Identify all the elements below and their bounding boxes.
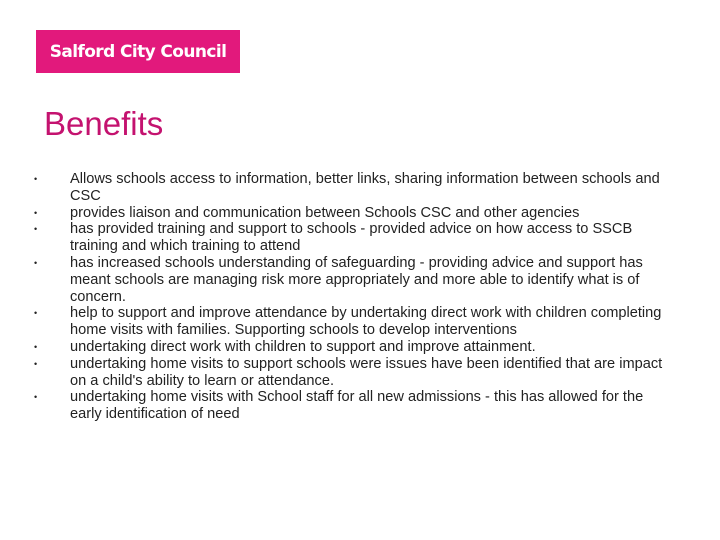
benefit-item bbox=[34, 255, 674, 305]
benefit-item bbox=[34, 389, 674, 423]
benefit-text: has increased schools understanding of safeguarding - providing advice and support has meant schools are managing risk more appropriately and more able to identify what is of concern. bbox=[70, 254, 643, 305]
bullet-icon: • bbox=[34, 174, 38, 184]
slide-title: Benefits bbox=[44, 105, 164, 142]
benefit-text: undertaking home visits with School staff for all new admissions - this has allowed for the early identification of need bbox=[70, 389, 644, 423]
benefit-item bbox=[34, 171, 674, 205]
bullet-icon: • bbox=[34, 207, 38, 218]
benefit-text: undertaking direct work with children to support and improve attainment. bbox=[70, 338, 536, 355]
benefit-item bbox=[34, 205, 674, 222]
benefit-text: Allows schools access to information, better links, sharing information between schools and CSC bbox=[70, 171, 660, 204]
benefit-text: undertaking home visits to support schools were issues have been identified that are impact on a child's ability to learn or attendance. bbox=[70, 355, 663, 389]
benefit-item bbox=[34, 356, 674, 390]
bullet-icon: • bbox=[34, 392, 38, 403]
benefit-item bbox=[34, 305, 674, 339]
benefit-item bbox=[34, 339, 674, 356]
bullet-icon: • bbox=[34, 308, 38, 319]
benefit-text: help to support and improve attendance by undertaking direct work with children completing home visits with families. Supporting schools to develop interventions bbox=[70, 305, 662, 339]
benefit-text: has provided training and support to schools - provided advice on how access to SSCB training and which training to attend bbox=[70, 221, 633, 255]
logo-text: Salford City Council bbox=[49, 41, 227, 62]
bullet-icon: • bbox=[34, 257, 38, 268]
benefits-list bbox=[34, 171, 674, 423]
bullet-icon: • bbox=[34, 358, 38, 369]
benefit-item bbox=[34, 221, 674, 255]
benefit-text: provides liaison and communication between Schools CSC and other agencies bbox=[70, 204, 580, 221]
salford-city-council-logo bbox=[36, 30, 240, 73]
bullet-icon: • bbox=[34, 341, 38, 352]
bullet-icon: • bbox=[34, 224, 38, 235]
